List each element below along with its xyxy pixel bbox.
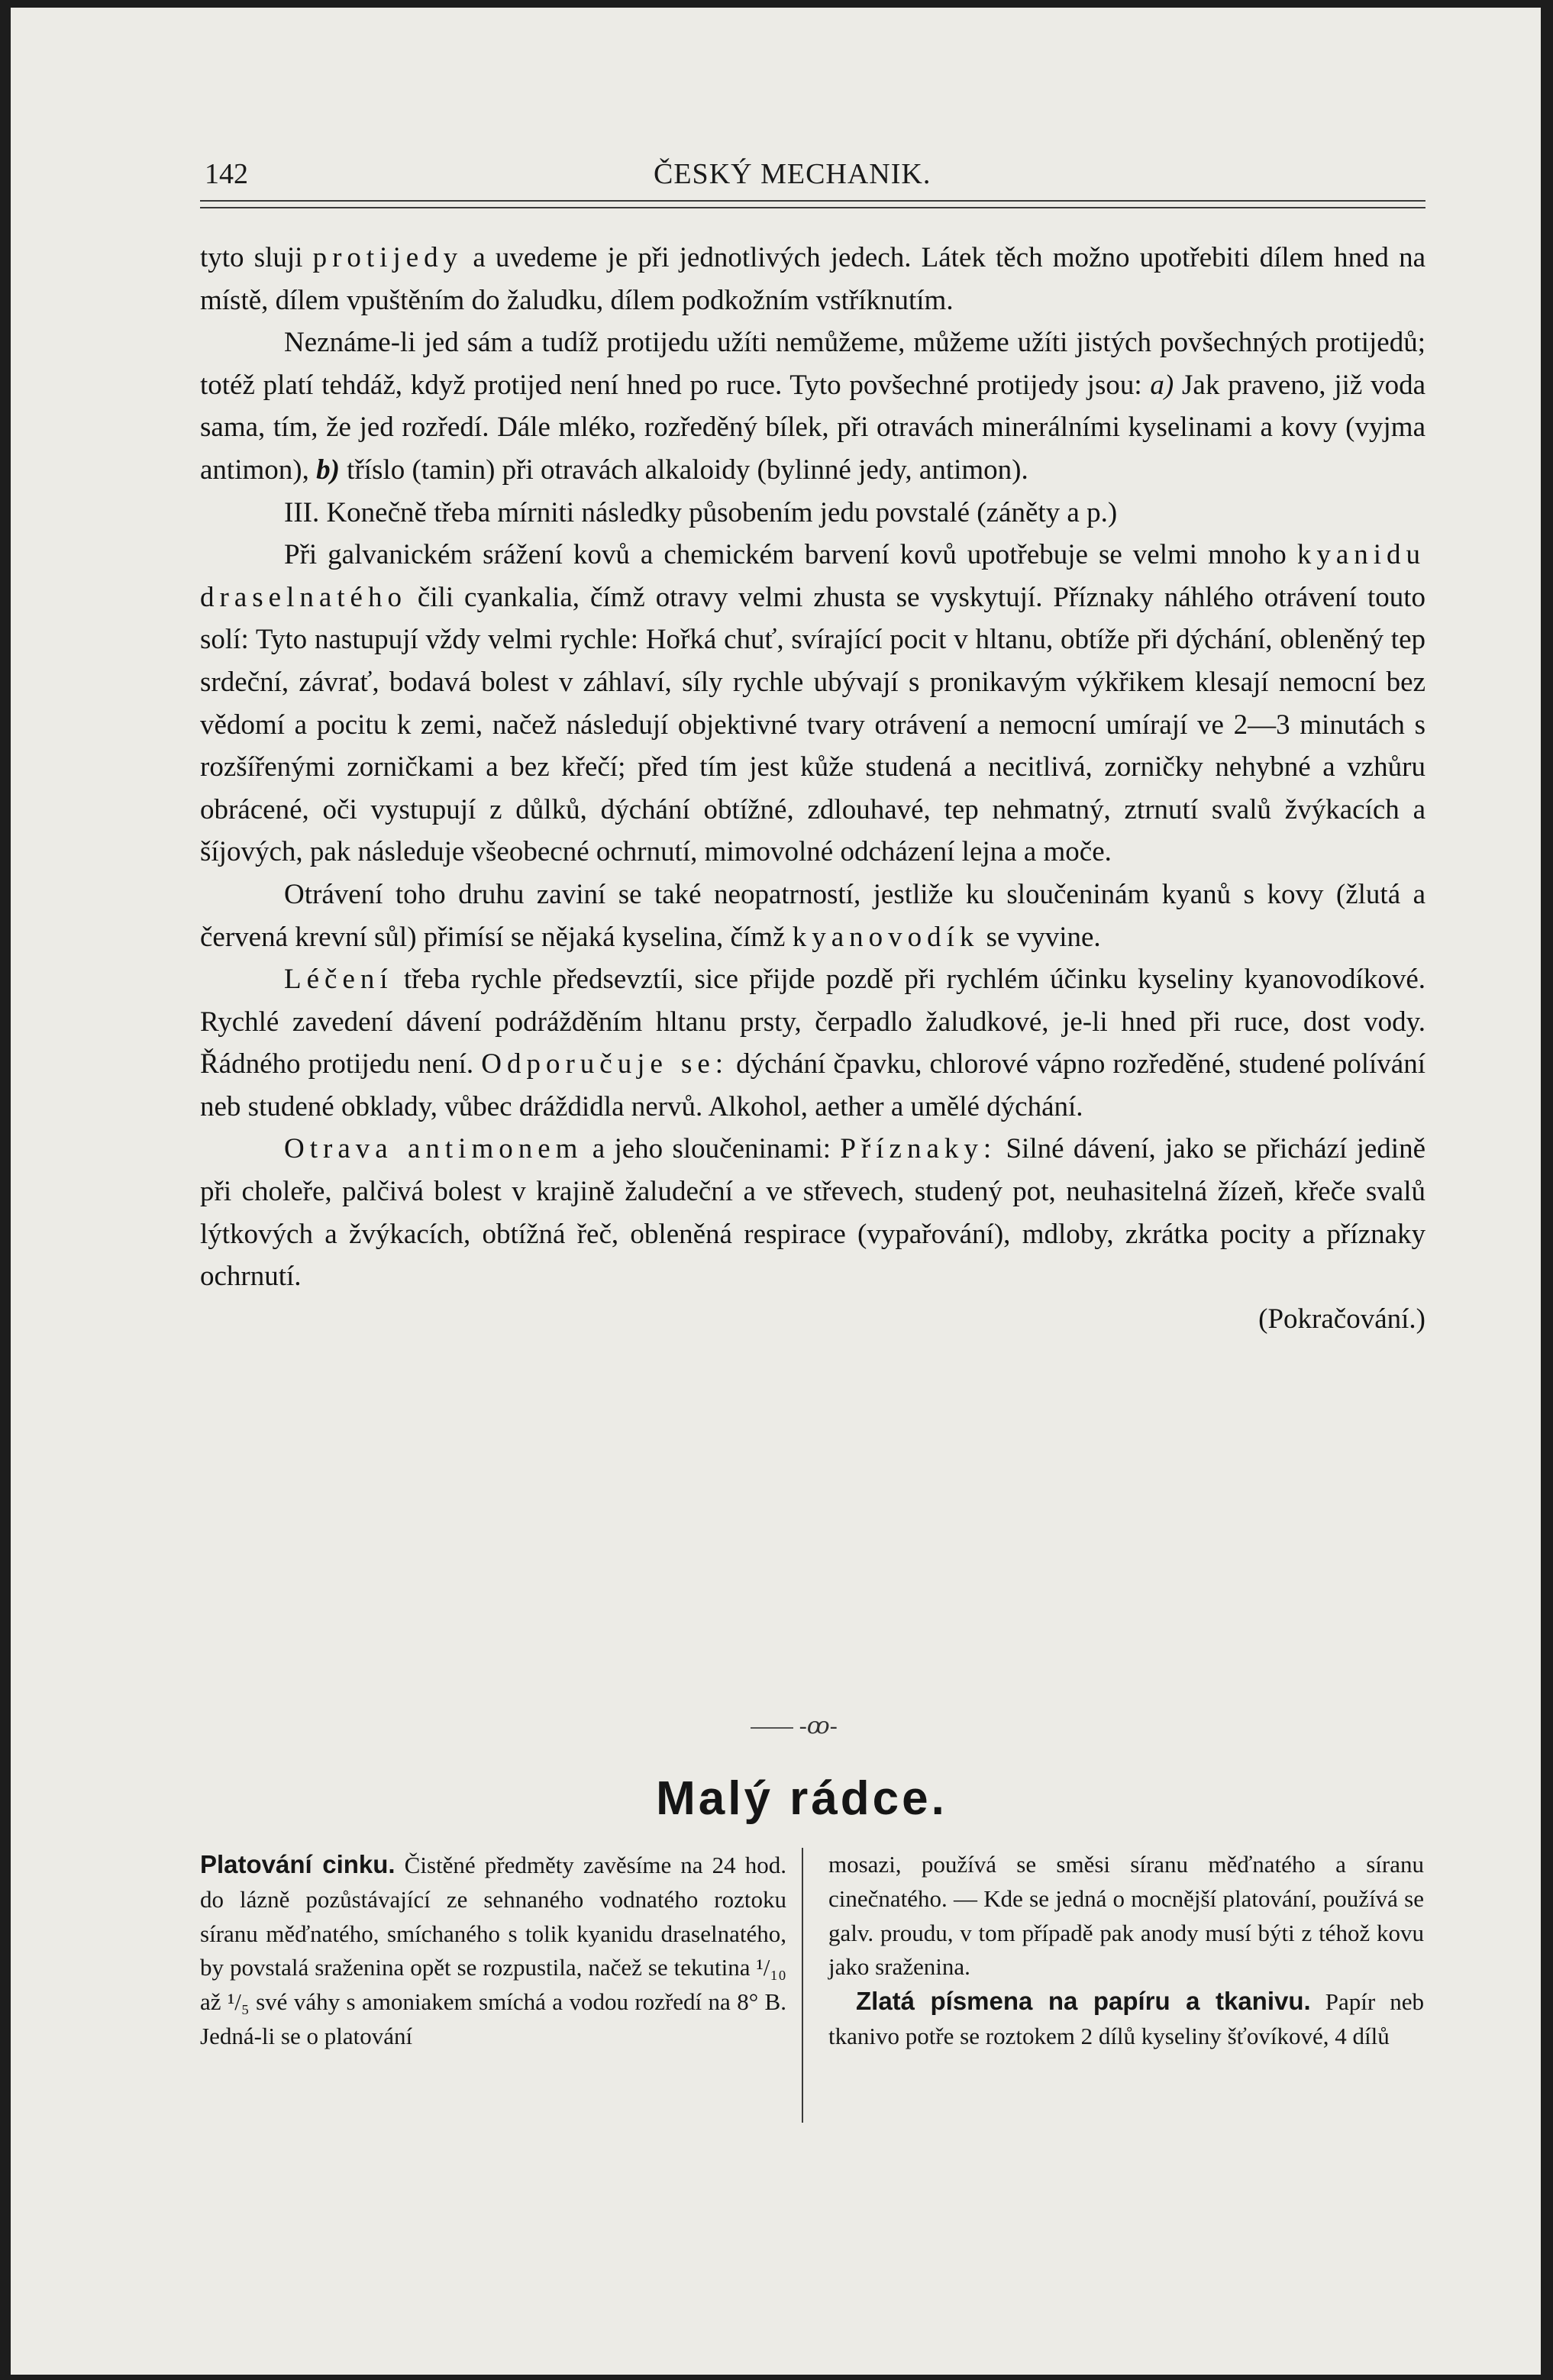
paragraph bbox=[200, 237, 1425, 321]
spaced-term: Léčení bbox=[284, 964, 393, 996]
ornament-divider bbox=[733, 1713, 855, 1739]
text: Neznáme-li jed sám a tudíž protijedu užíti nemůžeme, můžeme užíti jistých povšechných protijedů; totéž platí tehdáž, když protijed není hned po ruce. Tyto povšechné protijedy jsou: bbox=[200, 327, 1425, 401]
section-title: Malý rádce. bbox=[656, 1772, 948, 1825]
spaced-term: Příznaky: bbox=[840, 1133, 997, 1165]
paragraph bbox=[200, 874, 1425, 958]
spaced-term: protijedy bbox=[312, 242, 463, 273]
text: třeba rychle předsevztíi, sice přijde pozdě při rychlém účinku kyseliny kyanovodíkové. Rychlé zavedení dávení podrážděním hltanu prsty, čerpadlo žaludkové, je-li hned při ruce, dost vody. Řádného protijedu není. bbox=[200, 964, 1425, 1080]
paragraph bbox=[200, 492, 1425, 534]
column-paragraph bbox=[828, 1984, 1424, 2054]
spaced-term: kyanovodík bbox=[792, 921, 980, 953]
spaced-term: Otrava antimonem bbox=[284, 1133, 583, 1165]
paragraph bbox=[200, 534, 1425, 874]
text: Jak praveno, již voda sama, tím, že jed rozředí. Dále mléko, rozředěný bílek, při otravách minerálními kyselinami a kovy (vyjma antimon), bbox=[200, 369, 1425, 486]
page-number: 142 bbox=[205, 158, 248, 190]
text: III. Konečně třeba mírniti následky působením jedu povstalé (záněty a p.) bbox=[284, 496, 1118, 528]
paragraph bbox=[200, 1128, 1425, 1340]
text: a jeho sloučeninami: bbox=[592, 1133, 831, 1165]
spaced-term: kyanidu draselnatého bbox=[200, 539, 1426, 613]
column-text: mosazi, používá se směsi síranu měďnatého a síranu cinečnatého. — Kde se jedná o mocnější platování, používá se galv. proudu, v tom případě pak anody musí býti z téhož kovu jako sraženina. bbox=[828, 1851, 1424, 1981]
column-paragraph bbox=[828, 1848, 1424, 1984]
header-rule bbox=[200, 200, 1425, 208]
text: Otrávení toho druhu zaviní se také neopatrností, jestliže ku sloučeninám kyanů s kovy (žlutá a červená krevní sůl) přimísí se nějaká kyselina, čímž bbox=[200, 878, 1425, 953]
page-header bbox=[205, 150, 1435, 195]
text: tříslo (tamin) při otravách alkaloidy (bylinné jedy, antimon). bbox=[347, 454, 1028, 486]
column-divider bbox=[802, 1848, 803, 2123]
paragraph bbox=[200, 321, 1425, 491]
left-column bbox=[200, 1848, 786, 2054]
item-marker: b) bbox=[316, 454, 340, 486]
text: čili cyankalia, čímž otravy velmi zhusta se vyskytují. Příznaky náhlého otrávení touto solí: Tyto nastupují vždy velmi rychle: Hořká chuť, svírající pocit v hltanu, obtíže při dýchání, obleněný tep srdeční, závrať, bodavá bolest v záhlaví, síly rychle ubývají s pronikavým výkřikem klesají nemocní bez vědomí a pocitu k zemi, načež následují objektivné tvary otrávení a nemocní umírají ve 2—3 minutách s rozšířenými zorničkami a bez křečí; před tím jest kůže studená a necitlivá, zorničky nehybné a vzhůru obrácené, oči vystupují z důlků, dýchání obtížné, zdlouhavé, tep nehmatný, ztrnutí svalů žvýkacích a šíjových, pak následuje všeobecné ochrnutí, mimovolné odcházení lejna a moče. bbox=[200, 581, 1426, 868]
text: a uvedeme je při jednotlivých jedech. Látek těch možno upotřebiti dílem hned na místě, dílem vpuštěním do žaludku, dílem podkožním vstříknutím. bbox=[200, 242, 1425, 316]
ornament-line bbox=[751, 1727, 793, 1729]
right-column bbox=[828, 1848, 1424, 2054]
column-text: Papír neb tkanivo potře se roztokem 2 dílů kyseliny šťovíkové, 4 dílů bbox=[828, 1988, 1425, 2049]
text: se vyvine. bbox=[986, 921, 1101, 953]
text: tyto sluji bbox=[200, 242, 303, 273]
spaced-term: Odporučuje se: bbox=[481, 1048, 729, 1080]
paragraph bbox=[200, 958, 1425, 1128]
article-body bbox=[200, 237, 1425, 1340]
journal-title: ČESKÝ MECHANIK. bbox=[654, 158, 931, 190]
column-paragraph bbox=[200, 1848, 786, 2054]
ornament-glyph: -ꝏ- bbox=[799, 1713, 838, 1739]
continued-note: (Pokračování.) bbox=[1258, 1303, 1425, 1335]
column-text: Čistěné předměty zavěsíme na 24 hod. do lázně pozůstávající ze sehnaného vodnatého roztoku síranu měďnatého, smíchaného s tolik kyanidu draselnatého, by povstalá sraženina opět se rozpustila, načež se tekutina ¹/₁₀ až ¹/₅ své váhy s amoniakem smíchá a vodou rozředí na 8° B. Jedná-li se o platování bbox=[200, 1852, 786, 2049]
item-marker: a) bbox=[1150, 369, 1174, 401]
text: Při galvanickém srážení kovů a chemickém barvení kovů upotřebuje se velmi mnoho bbox=[284, 539, 1287, 571]
column-heading: Platování cinku. bbox=[200, 1850, 396, 1878]
text: Silné dávení, jako se přichází jedině při choleře, palčivá bolest v krajině žaludeční a ve střevech, studený pot, neuhasitelná žízeň, křeče svalů lýtkových a žvýkacích, obtížná řeč, obleněná respirace (vypařování), mdloby, zkrátka pocity a příznaky ochrnutí. bbox=[200, 1133, 1426, 1293]
text: dýchání čpavku, chlorové vápno rozředěné, studené polívání neb studené obklady, vůbec dráždidla nervů. Alkohol, aether a umělé dýchání. bbox=[200, 1048, 1425, 1122]
column-heading: Zlatá písmena na papíru a tkanivu. bbox=[856, 1987, 1311, 2016]
